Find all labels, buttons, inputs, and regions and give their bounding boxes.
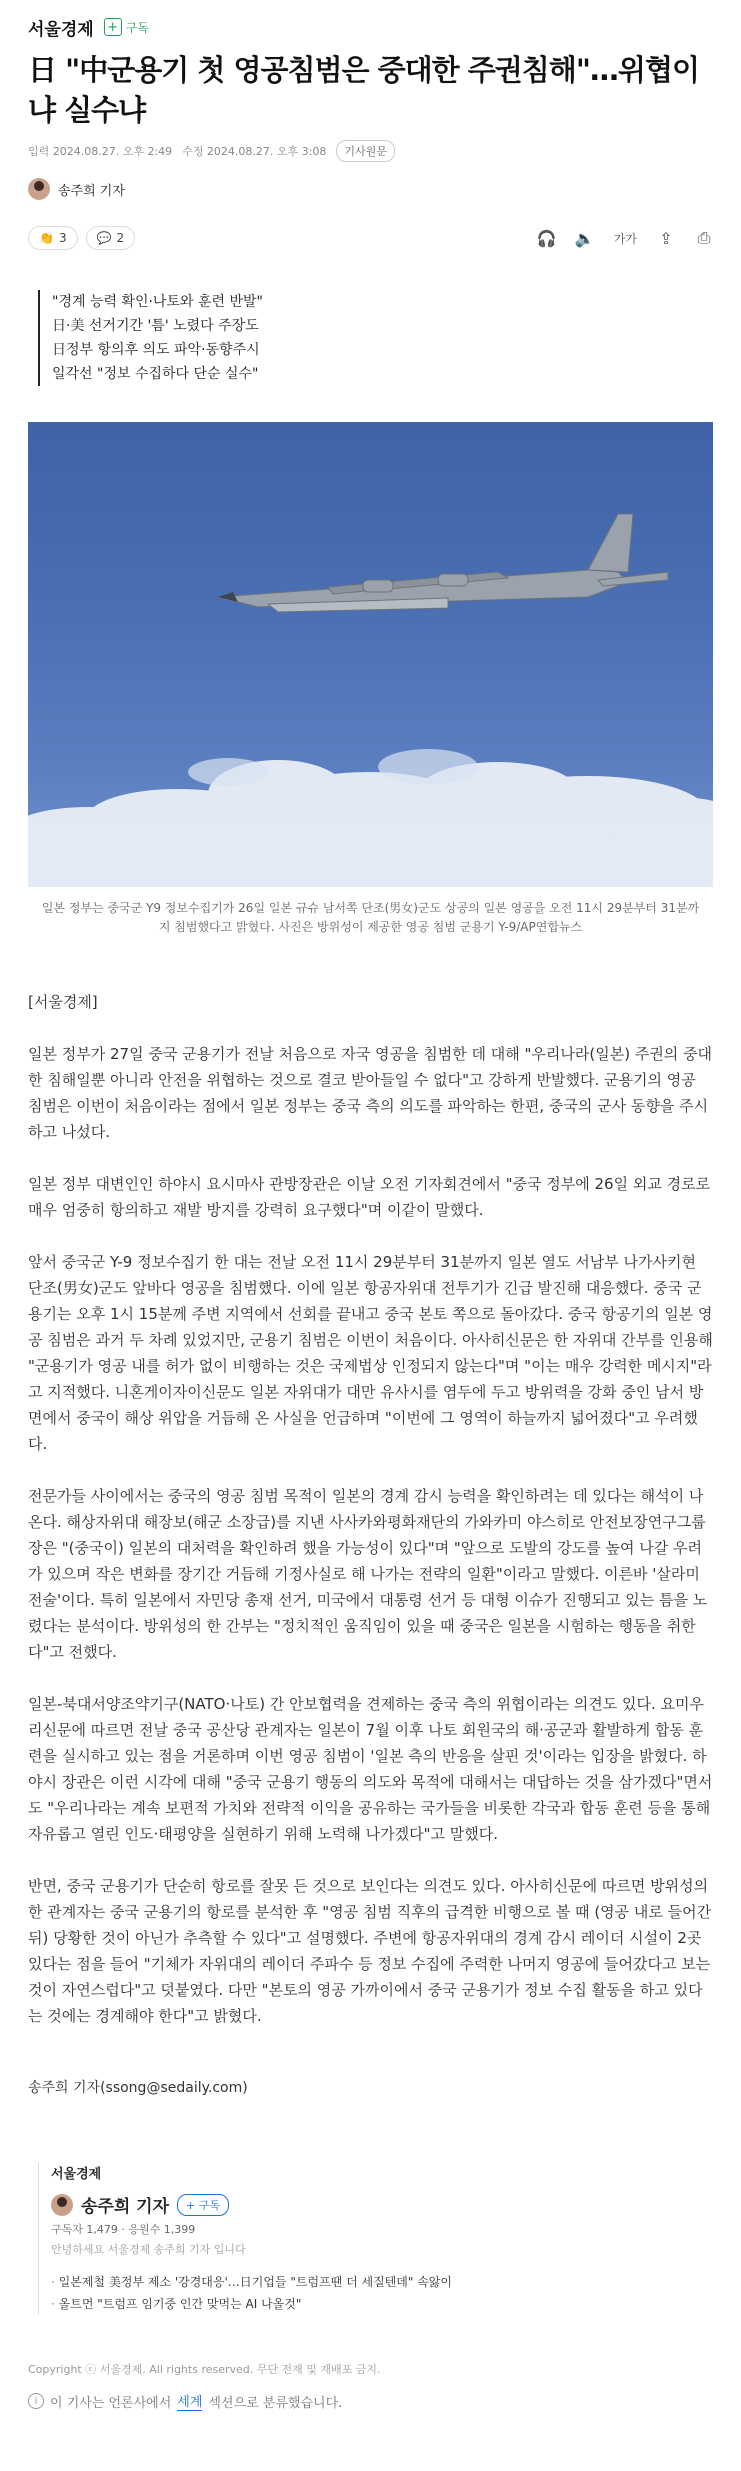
comment-count: 2 xyxy=(116,231,125,245)
journalist-card xyxy=(38,2163,713,2315)
article-title: 日 "中군용기 첫 영공침범은 중대한 주권침해"…위협이냐 실수냐 xyxy=(28,53,699,127)
body-paragraph: 일본 정부가 27일 중국 군용기가 전날 처음으로 자국 영공을 침범한 데 대해 "우리나라(일본) 주권의 중대한 침해일뿐 아니라 안전을 위협하는 것으로 결코 받아들일 수 없다"고 강하게 반발했다. 군용기의 영공 침범은 이번이 처음이라는 점에서 일본 정부는 중국 측의 의도를 파악하는 한편, 중국의 군사 동향을 주시하고 나섰다. xyxy=(28,1045,713,1141)
subscribe-label: 구독 xyxy=(125,20,149,35)
body-paragraph: 반면, 중국 군용기가 단순히 항로를 잘못 든 것으로 보인다는 의견도 있다. 아사히신문에 따르면 방위성의 한 관계자는 중국 군용기의 항로를 분석한 후 "영공 침범 직후의 급격한 비행으로 볼 때 (영공 내로 들어간 뒤) 당황한 것이 아닌가 추측할 수 있다"고 설명했다. 주변에 항공자위대의 경계 감시 레이더 시설이 2곳 있다는 점을 들어 "기체가 자위대의 레이더 주파수 등 정보 수집에 주력한 나머지 영공에 들어갔다고 보는 것이 자연스럽다"고 덧붙였다. 다만 "본토의 영공 가까이에서 중국 군용기가 정보 수집 활동을 하고 있다는 것에는 경계해야 한다"고 밝혔다. xyxy=(28,1877,712,2025)
journalist-name[interactable]: 송주희 기자 xyxy=(81,2197,170,2217)
section-suffix: 섹션으로 분류했습니다. xyxy=(208,2395,343,2411)
section-notice xyxy=(28,2391,713,2411)
author-row[interactable] xyxy=(28,178,713,200)
related-link[interactable]: · 올트먼 "트럼프 임기중 인간 맞먹는 AI 나올것" xyxy=(51,2293,713,2315)
font-size-icon[interactable]: 가가 xyxy=(613,231,637,246)
section-link[interactable]: 세계 xyxy=(177,2391,202,2411)
aircraft-image xyxy=(28,422,713,887)
article-summary xyxy=(38,290,713,386)
card-press-name[interactable]: 서울경제 xyxy=(51,2167,102,2182)
journalist-intro: 안녕하세요 서울경제 송주희 기자 입니다 xyxy=(51,2243,246,2256)
body-paragraph: 일본-북대서양조약기구(NATO·나토) 간 안보협력을 견제하는 중국 측의 위협이라는 의견도 있다. 요미우리신문에 따르면 전날 중국 공산당 관계자는 일본이 7월 이후 나토 회원국의 해·공군과 활발하게 합동 훈련을 실시하고 있는 점을 거론하며 이번 영공 침범이 '일본 측의 반응을 살핀 것'이라는 입장을 밝혔다. 하야시 장관은 이런 시각에 대해 "중국 군용기 행동의 의도와 목적에 대해서는 대답하는 것을 삼가겠다"면서도 "우리나라는 계속 보편적 가치와 전략적 이익을 공유하는 국가들을 비롯한 각국과 합동 훈련 등을 통해 자유롭고 열린 인도·태평양을 실현하기 위해 노력해 나가겠다"고 말했다. xyxy=(28,1695,713,1843)
comment-button[interactable] xyxy=(86,226,136,250)
published-time: 입력 2024.08.27. 오후 2:49 xyxy=(28,145,173,158)
journalist-subscribe-button[interactable]: + 구독 xyxy=(177,2194,229,2216)
journalist-avatar[interactable] xyxy=(51,2194,73,2216)
byline: 송주희 기자(ssong@sedaily.com) xyxy=(28,2080,248,2096)
body-paragraph: 전문가들 사이에서는 중국의 영공 침범 목적이 일본의 경계 감시 능력을 확인하려는 데 있다는 해석이 나온다. 해상자위대 해장보(해군 소장급)를 지낸 사사카와평화재단의 가와카미 야스히로 안전보장연구그룹장은 "(중국이) 일본의 대처력을 확인하려 했을 가능성이 있다"며 "앞으로 도발의 강도를 높여 나갈 우려가 있으며 작은 변화를 장기간 거듭해 기정사실로 해 나가는 전략의 일환"이라고 말했다. 이른바 '살라미 전술'이다. 특히 일본에서 자민당 총재 선거, 미국에서 대통령 선거 등 대형 이슈가 진행되고 있는 틈을 노렸다는 분석이다. 방위성의 한 간부는 "정치적인 움직임이 있을 때 중국은 일본을 시험하는 행동을 취한다"고 전했다. xyxy=(28,1487,708,1661)
body-paragraph: 일본 정부 대변인인 하야시 요시마사 관방장관은 이날 오전 기자회견에서 "중국 정부에 26일 외교 경로로 매우 엄중히 항의하고 재발 방지를 강력히 요구했다"며 이같이 말했다. xyxy=(28,1175,711,1219)
related-link[interactable]: · 일본제철 美정부 제소 '강경대응'…日기업들 "트럼프땐 더 세질텐데" 속앓이 xyxy=(51,2271,713,2293)
author-name[interactable]: 송주희 기자 xyxy=(58,183,125,199)
article-meta xyxy=(28,140,713,162)
summary-line: 日·美 선거기간 '틈' 노렸다 주장도 xyxy=(52,318,259,334)
journalist-stats: 구독자 1,479 · 응원수 1,399 xyxy=(51,2223,196,2236)
print-icon[interactable]: ⎙ xyxy=(697,228,711,247)
avatar xyxy=(28,178,50,200)
comment-icon: 💬 xyxy=(96,231,112,245)
headphones-icon[interactable]: 🎧 xyxy=(536,228,557,248)
photo-caption: 일본 정부는 중국군 Y9 정보수집기가 26일 일본 규슈 남서쪽 단조(男女)군도 상공의 일본 영공을 오전 11시 29분부터 31분까지 침범했다고 밝혔다. 사진은 방위성이 제공한 영공 침범 군용기 Y-9/AP연합뉴스 xyxy=(41,901,700,934)
press-logo[interactable]: 서울경제 xyxy=(28,19,94,40)
copyright: Copyright ⓒ 서울경제. All rights reserved. 무단 전재 및 재배포 금지. xyxy=(28,2363,381,2376)
summary-line: 日정부 항의후 의도 파악·동향주시 xyxy=(52,342,260,358)
share-icon[interactable]: ⇪ xyxy=(659,228,673,248)
action-bar xyxy=(28,226,713,250)
plus-icon: + xyxy=(104,18,122,36)
reaction-count: 3 xyxy=(58,231,67,245)
section-prefix: 이 기사는 언론사에서 xyxy=(50,2395,172,2411)
subscribe-button[interactable] xyxy=(104,18,149,36)
original-article-button[interactable]: 기사원문 xyxy=(336,140,395,162)
summary-line: "경계 능력 확인·나토와 훈련 반발" xyxy=(52,294,263,310)
article-body xyxy=(28,989,713,2029)
summary-line: 일각선 "정보 수집하다 단순 실수" xyxy=(52,366,259,382)
article-photo[interactable] xyxy=(28,422,713,887)
speaker-icon[interactable]: 🔈 xyxy=(574,228,595,248)
reaction-button[interactable] xyxy=(28,226,78,250)
top-bar xyxy=(28,0,713,50)
clap-icon: 👏 xyxy=(39,231,54,245)
related-list xyxy=(51,2271,713,2315)
body-paragraph: 앞서 중국군 Y-9 정보수집기 한 대는 전날 오전 11시 29분부터 31분까지 일본 열도 서남부 나가사키현 단조(男女)군도 앞바다 영공을 침범했다. 이에 일본 항공자위대 전투기가 긴급 발진해 대응했다. 중국 군용기는 오후 1시 15분께 주변 지역에서 선회를 끝내고 중국 본토 쪽으로 돌아갔다. 중국 항공기의 일본 영공 침범은 과거 두 차례 있었지만, 군용기 침범은 이번이 처음이다. 아사히신문은 한 자위대 간부를 인용해 "군용기가 영공 내를 허가 없이 비행하는 것은 국제법상 인정되지 않는다"며 "이는 매우 강력한 메시지"라고 지적했다. 니혼게이자이신문도 일본 자위대가 대만 유사시를 염두에 두고 방위력을 강화 중인 남서 방면에서 중국이 해상 위압을 거듭해 온 사실을 언급하며 "이번에 그 영역이 하늘까지 넓어졌다"고 우려했다. xyxy=(28,1253,713,1453)
modified-time: 수정 2024.08.27. 오후 3:08 xyxy=(182,145,327,158)
body-paragraph: [서울경제] xyxy=(28,993,98,1011)
info-icon: i xyxy=(28,2393,44,2409)
